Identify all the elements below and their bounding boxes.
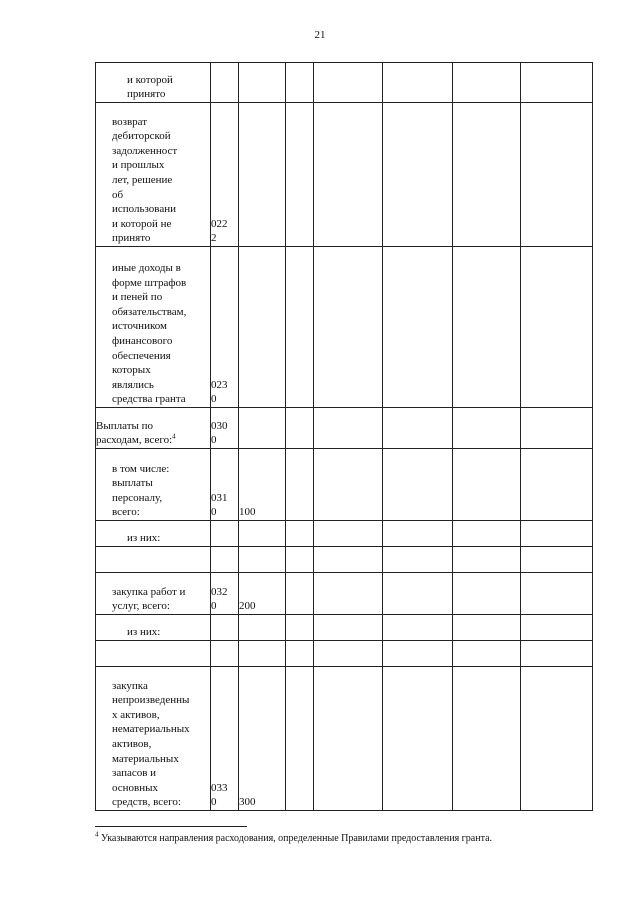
value-cell: [521, 641, 593, 667]
value-cell: [521, 103, 593, 247]
indicator-name: и которой принято: [127, 73, 173, 101]
value-cell: [314, 247, 383, 408]
line-code-cell: [211, 573, 239, 615]
table-row: [96, 449, 593, 521]
grant-report-table: [95, 62, 593, 811]
value-cell: [453, 408, 521, 449]
value-cell: [521, 667, 593, 811]
footnote-separator: [95, 826, 247, 827]
indicator-name-cell: [96, 449, 211, 521]
value-cell: [383, 641, 453, 667]
table-row: [96, 247, 593, 408]
footnote-ref: 4: [172, 432, 176, 441]
value-cell: [286, 615, 314, 641]
value-cell: [286, 449, 314, 521]
value-cell: [383, 667, 453, 811]
value-cell: [286, 103, 314, 247]
line-code: 031 0: [211, 491, 228, 519]
budget-code-cell: [239, 573, 286, 615]
value-cell: [383, 573, 453, 615]
budget-code-cell: [239, 641, 286, 667]
budget-code-cell: [239, 449, 286, 521]
table-row: [96, 521, 593, 547]
indicator-name-cell: [96, 615, 211, 641]
table-row: [96, 408, 593, 449]
value-cell: [286, 667, 314, 811]
budget-code-cell: [239, 103, 286, 247]
indicator-name: в том числе: выплаты персоналу, всего:: [112, 462, 170, 519]
value-cell: [286, 573, 314, 615]
indicator-name: закупка работ и услуг, всего:: [112, 585, 186, 613]
table-row: [96, 641, 593, 667]
table-row: [96, 547, 593, 573]
value-cell: [453, 547, 521, 573]
indicator-name: Выплаты по расходам, всего:: [96, 419, 173, 447]
value-cell: [383, 247, 453, 408]
indicator-name-cell: [96, 521, 211, 547]
budget-code-cell: [239, 615, 286, 641]
indicator-name-cell: [96, 573, 211, 615]
table-row: [96, 615, 593, 641]
budget-code-cell: [239, 667, 286, 811]
indicator-name-cell: [96, 103, 211, 247]
value-cell: [453, 667, 521, 811]
budget-code-cell: [239, 408, 286, 449]
line-code: 033 0: [211, 781, 228, 809]
table-row: [96, 573, 593, 615]
line-code-cell: [211, 63, 239, 103]
value-cell: [521, 547, 593, 573]
value-cell: [314, 63, 383, 103]
value-cell: [383, 103, 453, 247]
value-cell: [453, 615, 521, 641]
line-code-cell: [211, 615, 239, 641]
value-cell: [521, 521, 593, 547]
value-cell: [286, 547, 314, 573]
value-cell: [453, 641, 521, 667]
budget-code-cell: [239, 63, 286, 103]
value-cell: [383, 615, 453, 641]
value-cell: [314, 408, 383, 449]
value-cell: [314, 641, 383, 667]
indicator-name: иные доходы в форме штрафов и пеней по обязательствам, источником финансового обеспечения которых являлись средства гранта: [112, 262, 187, 406]
value-cell: [314, 667, 383, 811]
table-row: [96, 63, 593, 103]
value-cell: [453, 63, 521, 103]
footnote-text: Указываются направления расходования, определенные Правилами предоставления гранта.: [101, 833, 493, 844]
indicator-name: из них:: [127, 532, 161, 545]
line-code-cell: [211, 408, 239, 449]
budget-code-cell: [239, 247, 286, 408]
line-code-cell: [211, 521, 239, 547]
value-cell: [383, 408, 453, 449]
line-code-cell: [211, 449, 239, 521]
value-cell: [314, 103, 383, 247]
budget-code: 300: [239, 796, 256, 809]
indicator-name-cell: [96, 63, 211, 103]
line-code-cell: [211, 103, 239, 247]
value-cell: [521, 449, 593, 521]
footnote-marker: 4: [95, 830, 99, 839]
line-code-cell: [211, 247, 239, 408]
value-cell: [383, 449, 453, 521]
value-cell: [383, 63, 453, 103]
indicator-name-cell: [96, 247, 211, 408]
table-row: [96, 103, 593, 247]
value-cell: [521, 573, 593, 615]
value-cell: [521, 615, 593, 641]
line-code-cell: [211, 641, 239, 667]
budget-code: 200: [239, 600, 256, 613]
value-cell: [521, 63, 593, 103]
indicator-name-cell: [96, 547, 211, 573]
value-cell: [453, 103, 521, 247]
indicator-name-cell: [96, 641, 211, 667]
value-cell: [286, 247, 314, 408]
indicator-name: из них:: [127, 626, 161, 639]
value-cell: [286, 63, 314, 103]
line-code: 032 0: [211, 585, 228, 613]
value-cell: [453, 573, 521, 615]
indicator-name: закупка непроизведенны х активов, нематериальных активов, материальных запасов и основных средств, всего:: [112, 679, 190, 809]
value-cell: [314, 615, 383, 641]
indicator-name-cell: [96, 667, 211, 811]
line-code: 022 2: [211, 217, 228, 245]
value-cell: [286, 641, 314, 667]
indicator-name-cell: [96, 408, 211, 449]
indicator-name: возврат дебиторской задолженност и прошлых лет, решение об использовани и которой не принято: [112, 115, 178, 245]
line-code: 023 0: [211, 378, 228, 406]
page-number: 21: [314, 29, 326, 41]
line-code-cell: [211, 547, 239, 573]
budget-code: 100: [239, 506, 256, 519]
budget-code-cell: [239, 547, 286, 573]
value-cell: [521, 408, 593, 449]
footnote: [95, 832, 595, 845]
value-cell: [453, 449, 521, 521]
table-row: [96, 667, 593, 811]
value-cell: [314, 547, 383, 573]
value-cell: [314, 449, 383, 521]
value-cell: [521, 247, 593, 408]
value-cell: [453, 247, 521, 408]
value-cell: [286, 408, 314, 449]
value-cell: [314, 521, 383, 547]
line-code: 030 0: [211, 419, 228, 447]
value-cell: [383, 547, 453, 573]
value-cell: [286, 521, 314, 547]
budget-code-cell: [239, 521, 286, 547]
value-cell: [453, 521, 521, 547]
value-cell: [314, 573, 383, 615]
line-code-cell: [211, 667, 239, 811]
value-cell: [383, 521, 453, 547]
